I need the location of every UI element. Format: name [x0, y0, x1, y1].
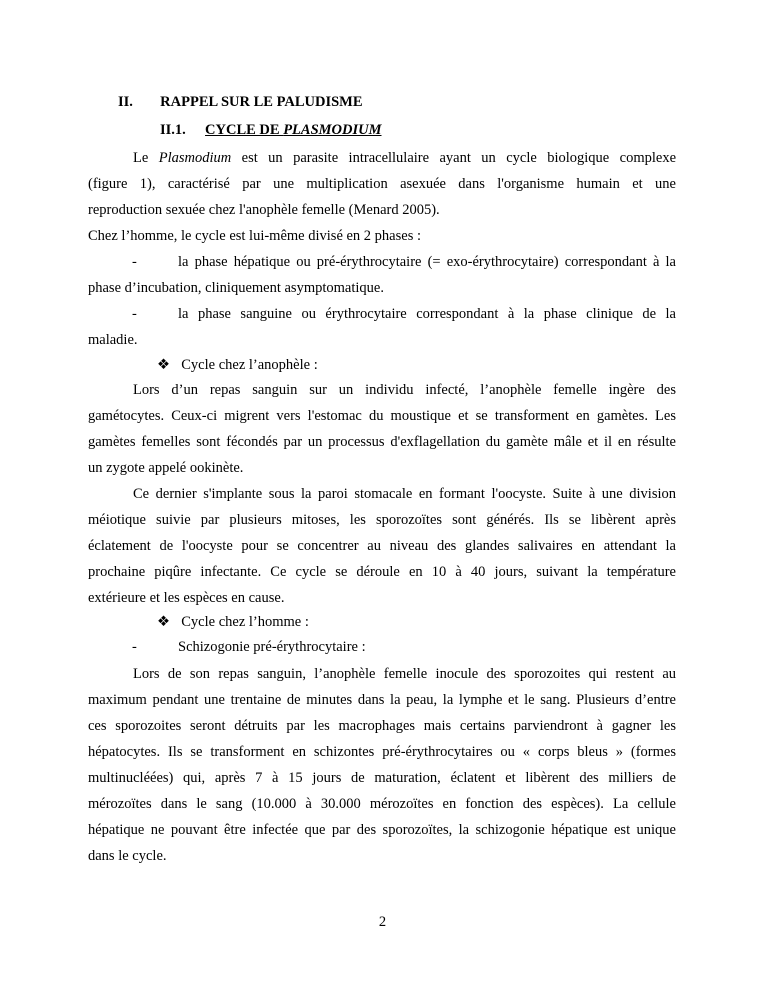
p5-line-7: hépatique ne pouvant être infectée que par des sporozoïtes, la schizogonie hépatique est unique	[88, 822, 676, 838]
item3-line: Schizogonie pré-érythrocytaire :	[178, 639, 366, 655]
heading-anophele-text: Cycle chez l’anophèle :	[181, 357, 318, 373]
p4-line-5: extérieure et les espèces en cause.	[88, 590, 285, 606]
p1-text: est un parasite intracellulaire ayant un cycle biologique complexe	[231, 150, 676, 166]
dash-marker: -	[132, 254, 137, 270]
subsection-number: II.1.	[160, 122, 186, 138]
item2-line-1: la phase sanguine ou érythrocytaire correspondant à la phase clinique de la	[178, 306, 676, 322]
p3-line-4: un zygote appelé ookinète.	[88, 460, 244, 476]
subsection-title-italic: PLASMODIUM	[283, 122, 382, 138]
p3-line-1: Lors d’un repas sanguin sur un individu infecté, l’anophèle femelle ingère des	[133, 382, 676, 398]
p5-line-1: Lors de son repas sanguin, l’anophèle femelle inocule des sporozoites qui restent au	[133, 666, 676, 682]
diamond-bullet-icon: ❖	[157, 357, 170, 373]
p2-line: Chez l’homme, le cycle est lui-même divisé en 2 phases :	[88, 228, 421, 244]
item1-line-1: la phase hépatique ou pré-érythrocytaire (= exo-érythrocytaire) correspondant à la	[178, 254, 676, 270]
dash-marker: -	[132, 306, 137, 322]
p5-line-8: dans le cycle.	[88, 848, 167, 864]
section-title: RAPPEL SUR LE PALUDISME	[160, 94, 363, 110]
p1-line-1	[133, 148, 676, 168]
p1-text: Le	[133, 150, 159, 166]
p4-line-2: méiotique suivie par plusieurs mitoses, les sporozoïtes sont générés. Ils se libèrent après	[88, 512, 676, 528]
section-heading	[118, 92, 706, 112]
p5-line-5: multinucléées) qui, après 7 à 15 jours de maturation, éclatent et libèrent des milliers de	[88, 770, 676, 786]
subsection-title	[205, 122, 381, 138]
p5-line-2: maximum pendant une trentaine de minutes dans la peau, la lymphe et le sang. Plusieurs d’entre	[88, 692, 676, 708]
dash-marker: -	[132, 639, 137, 655]
diamond-bullet-icon: ❖	[157, 614, 170, 630]
p4-line-4: prochaine piqûre infectante. Ce cycle se déroule en 10 à 40 jours, suivant la température	[88, 564, 676, 580]
p1-line-3: reproduction sexuée chez l'anophèle femelle (Menard 2005).	[88, 202, 440, 218]
p5-line-6: mérozoïtes dans le sang (10.000 à 30.000 mérozoïtes en fonction des espèces). La cellule	[88, 796, 676, 812]
heading-anophele	[157, 355, 745, 375]
p5-line-4: hépatocytes. Ils se transforment en schizontes pré-érythrocytaires ou « corps bleus » (formes	[88, 744, 676, 760]
section-number: II.	[118, 94, 133, 110]
item2-line-2: maladie.	[88, 332, 138, 348]
p3-line-3: gamètes femelles sont fécondés par un processus d'exflagellation du gamète mâle et il en résulte	[88, 434, 676, 450]
p3-line-2: gamétocytes. Ceux-ci migrent vers l'estomac du moustique et se transforment en gamètes. Les	[88, 408, 676, 424]
page-number: 2	[378, 914, 387, 930]
subsection-title-prefix: CYCLE DE	[205, 122, 284, 138]
subsection-heading	[160, 120, 748, 140]
p1-line-2: (figure 1), caractérisé par une multiplication asexuée dans l'organisme humain et une	[88, 176, 676, 192]
p5-line-3: ces sporozoites seront détruits par les macrophages mais certains parviendront à gagner les	[88, 718, 676, 734]
heading-homme-text: Cycle chez l’homme :	[181, 614, 309, 630]
p4-line-1: Ce dernier s'implante sous la paroi stomacale en formant l'oocyste. Suite à une division	[133, 486, 676, 502]
item1-line-2: phase d’incubation, cliniquement asymptomatique.	[88, 280, 384, 296]
plasmodium-italic: Plasmodium	[158, 150, 232, 166]
p4-line-3: éclatement de l'oocyste pour se concentrer au niveau des glandes salivaires en attendant la	[88, 538, 676, 554]
heading-homme	[157, 612, 745, 632]
